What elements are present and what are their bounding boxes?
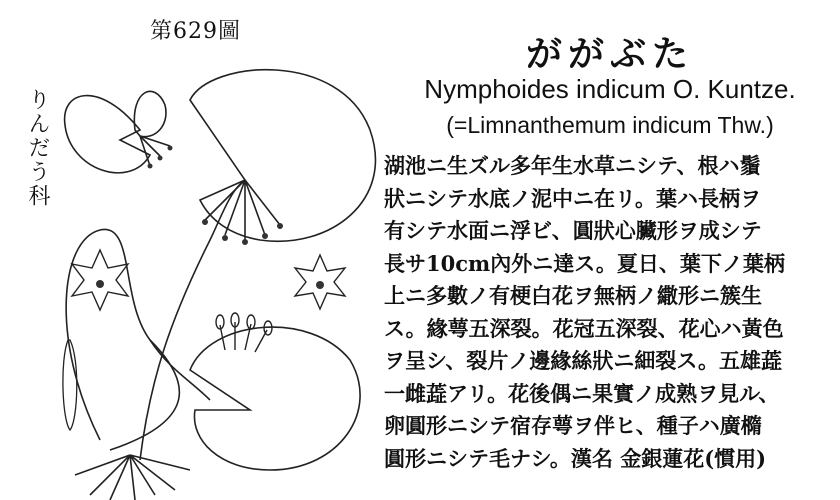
description-line: 湖池ニ生ズル多年生水草ニシテ、根ハ鬚 — [384, 153, 761, 178]
leaf-bottom — [190, 327, 360, 470]
description-line: 有シテ水面ニ浮ビ、圓狀心臟形ヲ成シテ — [384, 218, 762, 243]
description-line: ヲ呈シ、裂片ノ邊緣絲狀ニ細裂ス。五雄蕋 — [384, 348, 782, 373]
scientific-name: Nymphoides indicum O. Kuntze. — [424, 74, 796, 104]
japanese-title: ががぶた — [525, 33, 694, 75]
roots — [75, 455, 190, 500]
description-line: ス。緣萼五深裂。花冠五深裂、花心ハ黃色 — [384, 315, 784, 341]
leaf-large-top — [190, 70, 375, 242]
description-line: 上ニ多數ノ有梗白花ヲ無柄ノ繖形ニ簇生 — [384, 283, 762, 308]
description-line: 狀ニシテ水底ノ泥中ニ在リ。葉ハ長柄ヲ — [384, 185, 761, 211]
stem-long — [110, 340, 179, 450]
family-label: りんだう科 — [25, 88, 50, 208]
description-line: 卵圓形ニシテ宿存萼ヲ伴ヒ、種子ハ廣橢 — [384, 413, 762, 438]
description-line: 一雌蕋アリ。花後偶ニ果實ノ成熟ヲ見ル、 — [384, 380, 780, 406]
description-line: 圓形ニシテ毛ナシ。漢名 金銀蓮花(慣用) — [384, 445, 767, 471]
figure-number: 第629圖 — [150, 19, 241, 44]
description-text — [384, 150, 824, 475]
leaf-small-left — [65, 96, 150, 173]
description-line: 長サ10cm內外ニ達ス。夏日、葉下ノ葉柄 — [384, 250, 785, 276]
stem-left — [66, 229, 210, 440]
plant-illustration — [40, 40, 380, 500]
synonym-name: (=Limnanthemum indicum Thw.) — [446, 112, 774, 138]
